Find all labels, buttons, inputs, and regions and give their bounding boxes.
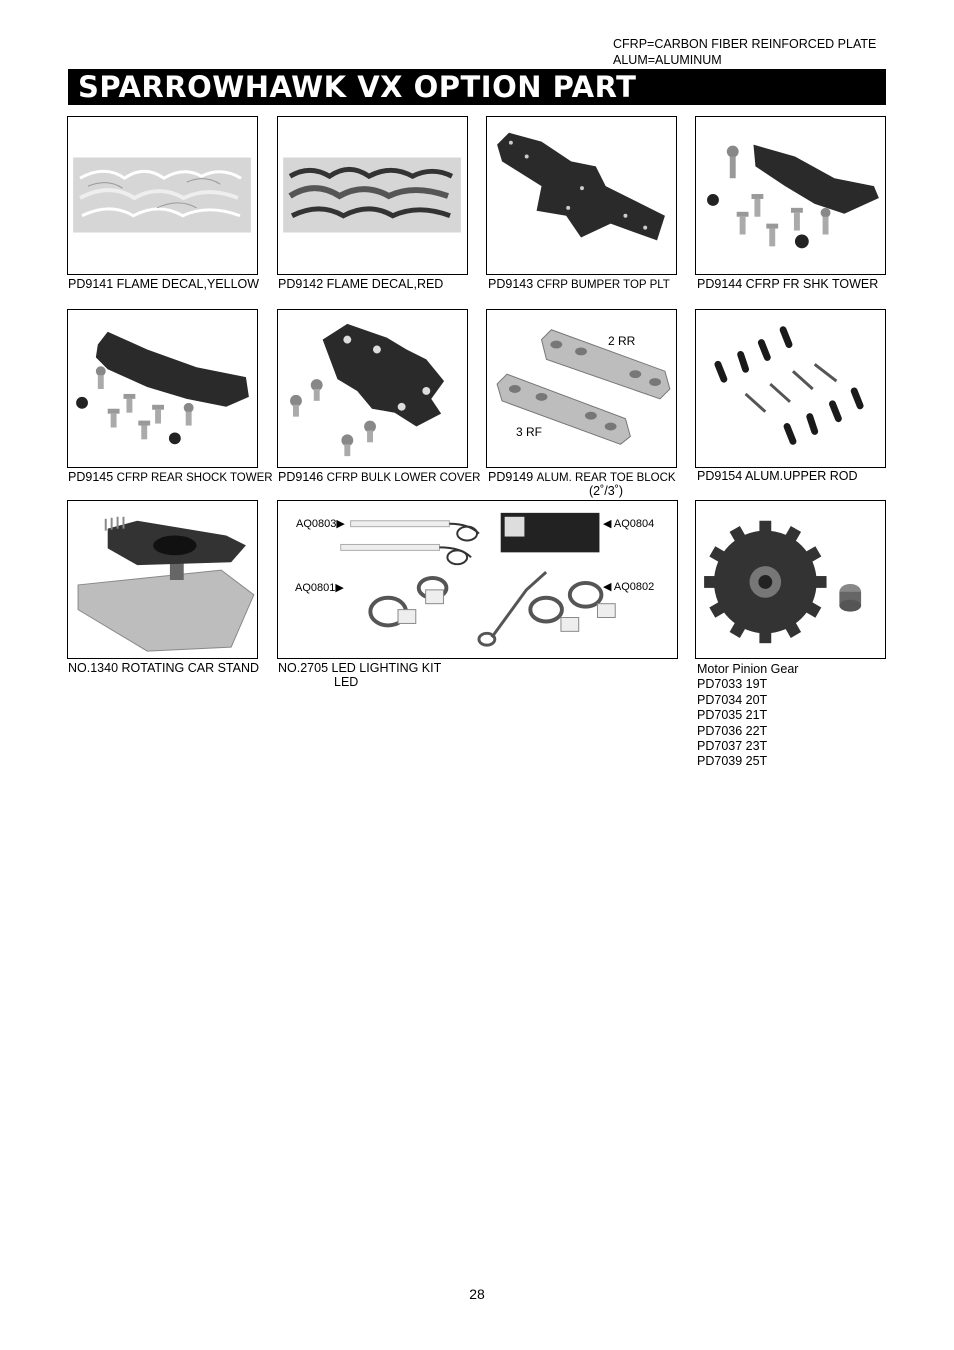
caption-pd9143: PD9143 CFRP BUMPER TOP PLT bbox=[488, 277, 670, 291]
pinion-item: PD7036 22T bbox=[697, 723, 768, 738]
page-title: SPARROWHAWK VX OPTION PART bbox=[68, 69, 886, 105]
toe-block-rf-label: 3 RF bbox=[516, 425, 543, 439]
toe-block-rr-label: 2 RR bbox=[608, 334, 636, 348]
legend-cfrp: CFRP=CARBON FIBER REINFORCED PLATE bbox=[613, 37, 877, 51]
decal-red-image bbox=[277, 116, 468, 275]
pinion-item: PD7034 20T bbox=[697, 692, 768, 707]
decal-yellow-image bbox=[67, 116, 258, 275]
pinion-item: PD7033 19T bbox=[697, 677, 768, 692]
led-label-aq0804: ◀ AQ0804 bbox=[603, 518, 655, 530]
pinion-gear-list bbox=[697, 662, 798, 770]
pinion-title: Motor Pinion Gear bbox=[697, 662, 799, 676]
caption-pd9154: PD9154 ALUM.UPPER ROD bbox=[697, 469, 858, 483]
rear-shock-tower-image bbox=[67, 309, 258, 468]
caption-pd9149: PD9149 ALUM. REAR TOE BLOCK bbox=[488, 470, 676, 484]
led-label-aq0802: ◀ AQ0802 bbox=[603, 581, 655, 593]
caption-pd9145: PD9145 CFRP REAR SHOCK TOWER bbox=[68, 470, 273, 484]
page-number: 28 bbox=[469, 1286, 485, 1302]
led-lighting-kit-image bbox=[277, 500, 678, 659]
abbreviation-legend bbox=[613, 36, 876, 68]
caption-pd9146: PD9146 CFRP BULK LOWER COVER bbox=[278, 470, 481, 484]
led-label-aq0803: AQ0803▶ bbox=[296, 518, 345, 530]
pinion-item: PD7035 21T bbox=[697, 708, 768, 723]
caption-no1340: NO.1340 ROTATING CAR STAND bbox=[68, 661, 260, 675]
led-label-aq0801: AQ0801▶ bbox=[295, 582, 344, 594]
caption-pd9142: PD9142 FLAME DECAL,RED bbox=[278, 277, 444, 291]
caption-pd9144: PD9144 CFRP FR SHK TOWER bbox=[697, 277, 879, 291]
rotating-car-stand-image bbox=[67, 500, 258, 659]
caption-no2705: NO.2705 LED LIGHTING KIT bbox=[278, 661, 442, 675]
bulk-lower-cover-image bbox=[277, 309, 468, 468]
bumper-top-plate-image bbox=[486, 116, 677, 275]
caption-no2705-sub: LED bbox=[334, 675, 359, 689]
front-shock-tower-image bbox=[695, 116, 886, 275]
motor-pinion-gear-image bbox=[695, 500, 886, 659]
caption-pd9149-sub: (2˚/3˚) bbox=[589, 484, 624, 498]
pinion-item: PD7037 23T bbox=[697, 739, 768, 754]
pinion-item: PD7039 25T bbox=[697, 754, 768, 769]
legend-alum: ALUM=ALUMINUM bbox=[613, 53, 722, 67]
rear-toe-block-image bbox=[486, 309, 677, 468]
caption-pd9141: PD9141 FLAME DECAL,YELLOW bbox=[68, 277, 260, 291]
upper-rod-image bbox=[695, 309, 886, 468]
